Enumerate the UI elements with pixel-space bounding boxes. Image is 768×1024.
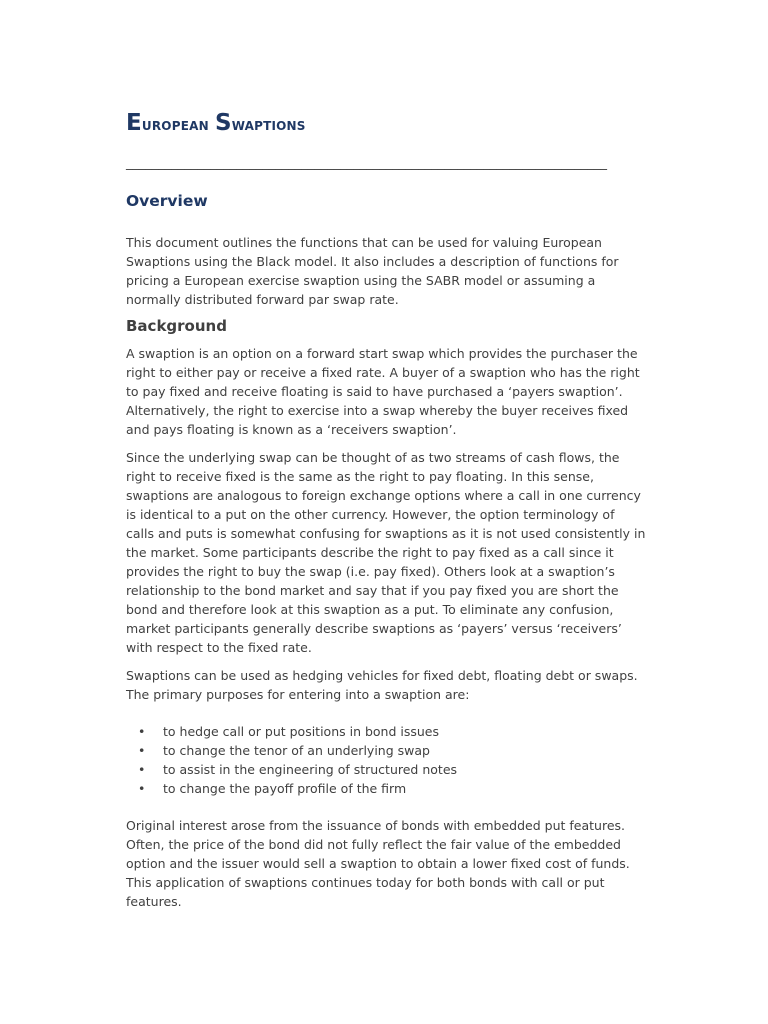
background-paragraph-3: Swaptions can be used as hedging vehicles for fixed debt, floating debt or swaps. The primary purposes for entering into a swaption are: (126, 668, 638, 702)
purposes-list (126, 722, 646, 798)
document-title (126, 106, 646, 142)
title-initial-s: S (214, 110, 232, 136)
list-item-text: to change the tenor of an underlying swap (163, 743, 430, 758)
list-item (126, 760, 646, 779)
list-item (126, 779, 646, 798)
bullet-icon: • (138, 724, 146, 739)
list-item (126, 741, 646, 760)
title-word-2-rest: waptions (231, 115, 306, 135)
document-page (126, 106, 646, 911)
background-paragraph-2: Since the underlying swap can be thought of as two streams of cash flows, the right to receive fixed is the same as the right to pay floating. In this sense, swaptions are analogous to foreign exchange options where a call in one currency is identical to a put on the other currency. However, the option terminology of calls and puts is somewhat confusing for swaptions as it is not used consistently in the market. Some participants describe the right to pay fixed as a call since it provides the right to buy the swap (i.e. pay fixed). Others look at a swaption’s relationship to the bond market and say that if you pay fixed you are short the bond and therefore look at this swaption as a put. To eliminate any confusion, market participants generally describe swaptions as ‘payers’ versus ‘receivers’ with respect to the fixed rate. (126, 450, 646, 655)
background-heading: Background (126, 317, 227, 335)
background-paragraph-1: A swaption is an option on a forward start swap which provides the purchaser the right to either pay or receive a fixed rate. A buyer of a swaption who has the right to pay fixed and receive floating is said to have purchased a ‘payers swaption’. Alternatively, the right to exercise into a swap whereby the buyer receives fixed and pays floating is known as a ‘receivers swaption’. (126, 346, 640, 437)
bullet-icon: • (138, 743, 146, 758)
title-initial-e: E (126, 110, 142, 136)
bullet-icon: • (138, 762, 146, 777)
list-item-text: to hedge call or put positions in bond issues (163, 724, 440, 739)
overview-paragraph: This document outlines the functions that can be used for valuing European Swaptions using the Black model. It also includes a description of functions for pricing a European exercise swaption using the SABR model or assuming a normally distributed forward par swap rate. (126, 235, 619, 307)
list-item-text: to assist in the engineering of structured notes (163, 762, 458, 777)
bullet-icon: • (138, 781, 146, 796)
overview-heading: Overview (126, 192, 208, 210)
title-word-1-rest: uropean (141, 115, 215, 135)
list-item (126, 722, 646, 741)
list-item-text: to change the payoff profile of the firm (163, 781, 407, 796)
title-underline-rule: __________________________________________________________________________ (126, 156, 607, 171)
closing-paragraph: Original interest arose from the issuance of bonds with embedded put features. Often, the price of the bond did not fully reflect the fair value of the embedded option and the issuer would sell a swaption to obtain a lower fixed cost of funds. This application of swaptions continues today for both bonds with call or put features. (126, 818, 630, 909)
